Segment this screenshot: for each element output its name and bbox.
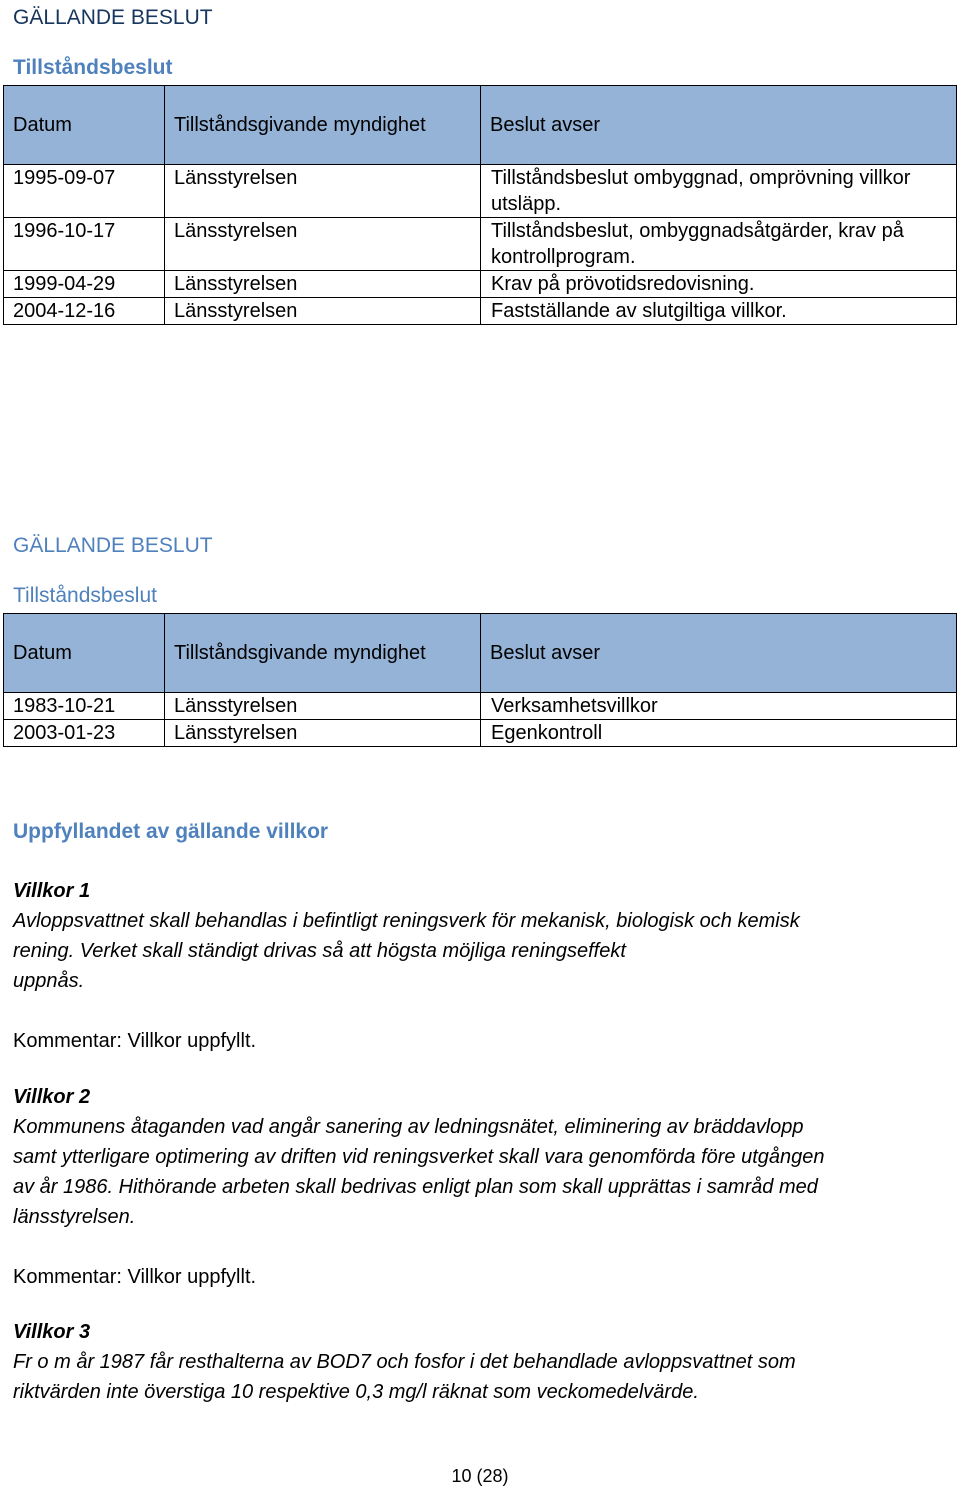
cell-decision: Tillståndsbeslut, ombyggnadsåtgärder, krav på kontrollprogram. [481, 218, 957, 271]
cell-decision: Fastställande av slutgiltiga villkor. [481, 298, 957, 325]
cell-authority: Länsstyrelsen [165, 218, 481, 271]
text-line: av år 1986. Hithörande arbeten skall bedrivas enligt plan som skall upprättas i samråd med [13, 1176, 818, 1198]
header-decision: Beslut avser [481, 614, 957, 693]
cell-date: 2004-12-16 [4, 298, 165, 325]
condition-2-comment: Kommentar: Villkor uppfyllt. [13, 1266, 257, 1288]
condition-1-comment: Kommentar: Villkor uppfyllt. [13, 1030, 257, 1052]
decision-table-1 [3, 85, 957, 325]
text-line: rening. Verket skall ständigt drivas så att högsta möjliga reningseffekt [13, 940, 626, 962]
page-number: 10 (28) [451, 1466, 509, 1486]
table-header-row [4, 614, 957, 693]
cell-authority: Länsstyrelsen [165, 720, 481, 747]
table-header-row [4, 86, 957, 165]
condition-1-text [13, 906, 800, 996]
cell-authority: Länsstyrelsen [165, 298, 481, 325]
condition-3-title: Villkor 3 [13, 1321, 91, 1343]
table-row [4, 218, 957, 271]
text-line: Avloppsvattnet skall behandlas i befintligt reningsverk för mekanisk, biologisk och kemisk [13, 910, 800, 932]
cell-authority: Länsstyrelsen [165, 271, 481, 298]
header-authority: Tillståndsgivande myndighet [165, 86, 481, 165]
text-line: länsstyrelsen. [13, 1206, 136, 1228]
cell-decision: Tillståndsbeslut ombyggnad, omprövning villkor utsläpp. [481, 165, 957, 218]
section2-subheading: Tillståndsbeslut [13, 584, 157, 607]
table-row [4, 720, 957, 747]
text-line: samt ytterligare optimering av driften vid reningsverket skall vara genomförda före utgången [13, 1146, 825, 1168]
section1-heading: GÄLLANDE BESLUT [13, 6, 213, 29]
header-datum: Datum [4, 86, 165, 165]
cell-date: 1995-09-07 [4, 165, 165, 218]
condition-3-text [13, 1347, 796, 1407]
text-line: Fr o m år 1987 får resthalterna av BOD7 och fosfor i det behandlade avloppsvattnet som [13, 1351, 796, 1373]
table-row [4, 693, 957, 720]
table-row [4, 298, 957, 325]
header-datum: Datum [4, 614, 165, 693]
decision-table-2 [3, 613, 957, 747]
cell-date: 1999-04-29 [4, 271, 165, 298]
header-authority: Tillståndsgivande myndighet [165, 614, 481, 693]
cell-date: 2003-01-23 [4, 720, 165, 747]
cell-decision: Krav på prövotidsredovisning. [481, 271, 957, 298]
compliance-heading: Uppfyllandet av gällande villkor [13, 820, 329, 843]
text-line: riktvärden inte överstiga 10 respektive 0,3 mg/l räknat som veckomedelvärde. [13, 1381, 699, 1403]
cell-decision: Egenkontroll [481, 720, 957, 747]
header-decision: Beslut avser [481, 86, 957, 165]
cell-authority: Länsstyrelsen [165, 165, 481, 218]
condition-1-title: Villkor 1 [13, 880, 91, 902]
section2-heading: GÄLLANDE BESLUT [13, 534, 213, 557]
text-line: Kommunens åtaganden vad angår sanering av ledningsnätet, eliminering av bräddavlopp [13, 1116, 804, 1138]
cell-date: 1983-10-21 [4, 693, 165, 720]
cell-authority: Länsstyrelsen [165, 693, 481, 720]
cell-date: 1996-10-17 [4, 218, 165, 271]
table-row [4, 165, 957, 218]
text-line: uppnås. [13, 970, 85, 992]
cell-decision: Verksamhetsvillkor [481, 693, 957, 720]
condition-2-title: Villkor 2 [13, 1086, 91, 1108]
condition-2-text [13, 1112, 825, 1232]
section1-subheading: Tillståndsbeslut [13, 56, 173, 79]
table-row [4, 271, 957, 298]
